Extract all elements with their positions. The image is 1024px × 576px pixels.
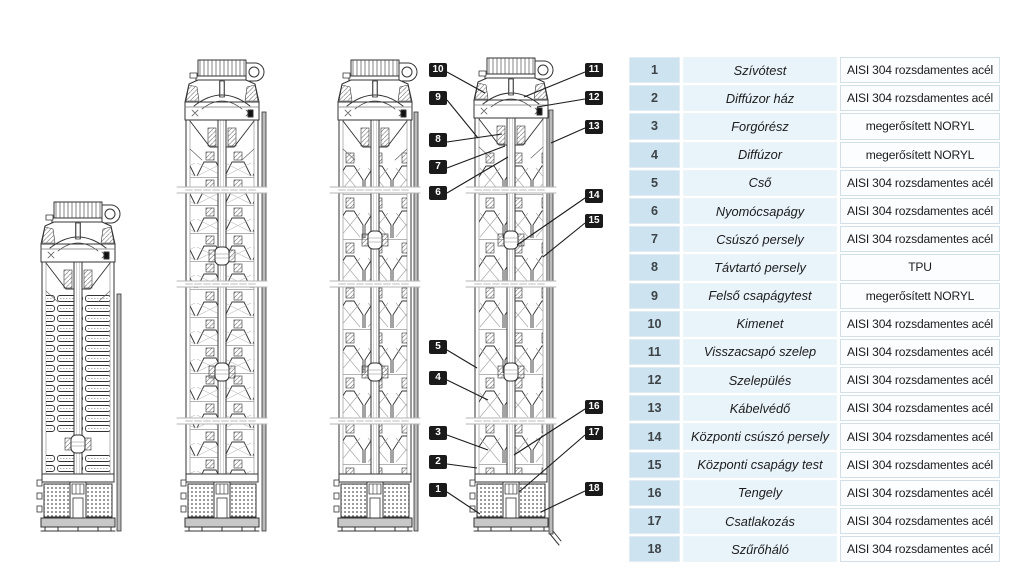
part-number-cell: 1: [629, 57, 680, 83]
table-row: [629, 113, 1000, 139]
table-row: [629, 142, 1000, 168]
part-material-cell: AISI 304 rozsdamentes acél: [840, 170, 1000, 196]
part-number-cell: 6: [629, 198, 680, 224]
part-material-cell: TPU: [840, 254, 1000, 280]
callout-5: 5: [429, 340, 447, 354]
part-name-cell: Nyomócsapágy: [683, 198, 837, 224]
parts-materials-table: [626, 55, 1003, 564]
callout-18: 18: [585, 482, 603, 496]
part-number-cell: 4: [629, 142, 680, 168]
callout-10: 10: [429, 63, 447, 77]
part-name-cell: Kábelvédő: [683, 395, 837, 421]
callout-6: 6: [429, 186, 447, 200]
part-name-cell: Csúszó persely: [683, 226, 837, 252]
part-number-cell: 2: [629, 85, 680, 111]
part-name-cell: Cső: [683, 170, 837, 196]
part-number-cell: 14: [629, 423, 680, 449]
table-row: [629, 395, 1000, 421]
part-name-cell: Szűrőháló: [683, 536, 837, 562]
part-material-cell: AISI 304 rozsdamentes acél: [840, 57, 1000, 83]
part-name-cell: Szelepülés: [683, 367, 837, 393]
part-number-cell: 18: [629, 536, 680, 562]
table-row: [629, 480, 1000, 506]
part-number-cell: 13: [629, 395, 680, 421]
callout-12: 12: [585, 91, 603, 105]
part-name-cell: Visszacsapó szelep: [683, 339, 837, 365]
pump-variant-1: [37, 202, 121, 531]
part-material-cell: megerősített NORYL: [840, 283, 1000, 309]
callout-11: 11: [585, 63, 603, 77]
table-row: [629, 198, 1000, 224]
callout-4: 4: [429, 371, 447, 385]
pump-variant-4: [466, 58, 561, 545]
part-material-cell: AISI 304 rozsdamentes acél: [840, 508, 1000, 534]
part-name-cell: Csatlakozás: [683, 508, 837, 534]
part-number-cell: 10: [629, 311, 680, 337]
pump-variant-3: [330, 60, 420, 531]
part-number-cell: 12: [629, 367, 680, 393]
part-number-cell: 8: [629, 254, 680, 280]
part-number-cell: 15: [629, 452, 680, 478]
callout-1: 1: [429, 483, 447, 497]
part-name-cell: Központi csapágy test: [683, 452, 837, 478]
part-name-cell: Diffúzor: [683, 142, 837, 168]
part-material-cell: AISI 304 rozsdamentes acél: [840, 395, 1000, 421]
table-row: [629, 57, 1000, 83]
callout-15: 15: [585, 214, 603, 228]
part-number-cell: 5: [629, 170, 680, 196]
table-row: [629, 85, 1000, 111]
part-name-cell: Diffúzor ház: [683, 85, 837, 111]
callout-2: 2: [429, 455, 447, 469]
table-row: [629, 170, 1000, 196]
part-material-cell: AISI 304 rozsdamentes acél: [840, 226, 1000, 252]
part-material-cell: AISI 304 rozsdamentes acél: [840, 198, 1000, 224]
callout-14: 14: [585, 189, 603, 203]
part-material-cell: AISI 304 rozsdamentes acél: [840, 367, 1000, 393]
part-material-cell: AISI 304 rozsdamentes acél: [840, 480, 1000, 506]
part-material-cell: AISI 304 rozsdamentes acél: [840, 423, 1000, 449]
part-name-cell: Távtartó persely: [683, 254, 837, 280]
table-row: [629, 536, 1000, 562]
part-material-cell: AISI 304 rozsdamentes acél: [840, 339, 1000, 365]
part-number-cell: 11: [629, 339, 680, 365]
part-name-cell: Központi csúszó persely: [683, 423, 837, 449]
callout-16: 16: [585, 400, 603, 414]
part-name-cell: Szívótest: [683, 57, 837, 83]
pump-variant-2: [177, 60, 267, 531]
part-number-cell: 17: [629, 508, 680, 534]
callout-7: 7: [429, 160, 447, 174]
table-row: [629, 283, 1000, 309]
callout-8: 8: [429, 133, 447, 147]
callout-17: 17: [585, 426, 603, 440]
table-row: [629, 254, 1000, 280]
callout-3: 3: [429, 426, 447, 440]
part-number-cell: 3: [629, 113, 680, 139]
callout-9: 9: [429, 91, 447, 105]
part-number-cell: 16: [629, 480, 680, 506]
part-number-cell: 9: [629, 283, 680, 309]
part-name-cell: Tengely: [683, 480, 837, 506]
table-row: [629, 423, 1000, 449]
table-row: [629, 311, 1000, 337]
callout-13: 13: [585, 120, 603, 134]
part-name-cell: Kimenet: [683, 311, 837, 337]
table-row: [629, 339, 1000, 365]
part-material-cell: AISI 304 rozsdamentes acél: [840, 85, 1000, 111]
part-name-cell: Forgórész: [683, 113, 837, 139]
part-name-cell: Felső csapágytest: [683, 283, 837, 309]
table-row: [629, 452, 1000, 478]
part-material-cell: AISI 304 rozsdamentes acél: [840, 311, 1000, 337]
part-material-cell: AISI 304 rozsdamentes acél: [840, 452, 1000, 478]
part-material-cell: AISI 304 rozsdamentes acél: [840, 536, 1000, 562]
part-number-cell: 7: [629, 226, 680, 252]
part-material-cell: megerősített NORYL: [840, 113, 1000, 139]
table-row: [629, 226, 1000, 252]
table-row: [629, 367, 1000, 393]
part-material-cell: megerősített NORYL: [840, 142, 1000, 168]
table-row: [629, 508, 1000, 534]
